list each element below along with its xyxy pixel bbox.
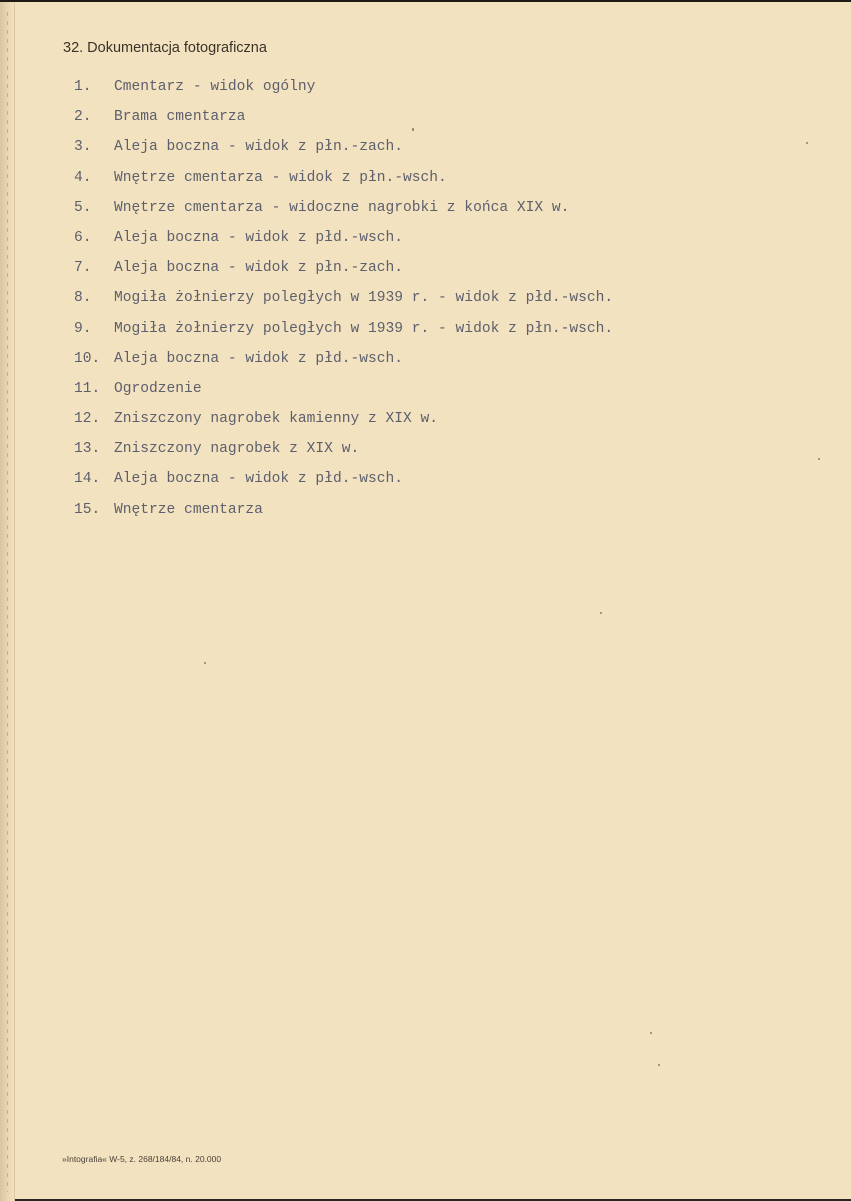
- item-text: Mogiła żołnierzy poległych w 1939 r. - widok z płn.-wsch.: [114, 320, 614, 337]
- item-text: Wnętrze cmentarza: [114, 501, 263, 518]
- photo-documentation-list: [74, 75, 613, 528]
- stitch-line: [7, 12, 8, 1192]
- list-item: [74, 196, 613, 226]
- item-number: 3.: [74, 139, 92, 156]
- item-number: 4.: [74, 169, 92, 186]
- list-item: [74, 166, 613, 196]
- item-number: 14.: [74, 471, 101, 488]
- printer-imprint: »Intografia« W-5, z. 268/184/84, n. 20.000: [62, 1154, 222, 1164]
- item-text: Wnętrze cmentarza - widoczne nagrobki z końca XIX w.: [114, 199, 570, 216]
- item-text: Brama cmentarza: [114, 109, 246, 126]
- item-text: Zniszczony nagrobek kamienny z XIX w.: [114, 411, 439, 428]
- item-text: Aleja boczna - widok z płd.-wsch.: [114, 471, 404, 488]
- item-number: 7.: [74, 260, 92, 277]
- list-item: [74, 75, 613, 105]
- item-number: 8.: [74, 290, 92, 307]
- item-text: Cmentarz - widok ogólny: [114, 79, 316, 95]
- item-number: 1.: [74, 79, 92, 95]
- list-item: [74, 377, 613, 407]
- item-text: Ogrodzenie: [114, 380, 202, 397]
- list-item: [74, 498, 613, 528]
- item-number: 15.: [74, 501, 101, 518]
- item-number: 9.: [74, 320, 92, 337]
- item-number: 13.: [74, 441, 101, 458]
- list-item: [74, 105, 613, 135]
- list-item: [74, 437, 613, 467]
- list-item: [74, 467, 613, 497]
- list-item: [74, 256, 613, 286]
- item-text: Mogiła żołnierzy poległych w 1939 r. - widok z płd.-wsch.: [114, 290, 614, 307]
- paper-speck: [806, 142, 808, 144]
- item-number: 2.: [74, 109, 92, 126]
- item-number: 12.: [74, 411, 101, 428]
- item-number: 6.: [74, 229, 92, 246]
- list-item: [74, 226, 613, 256]
- item-number: 11.: [74, 380, 101, 397]
- list-item: [74, 407, 613, 437]
- list-item: [74, 317, 613, 347]
- list-item: [74, 286, 613, 316]
- item-text: Zniszczony nagrobek z XIX w.: [114, 441, 360, 458]
- binding-edge: [0, 2, 15, 1201]
- list-item: [74, 347, 613, 377]
- item-number: 5.: [74, 199, 92, 216]
- paper-speck: [650, 1032, 652, 1034]
- section-heading: 32. Dokumentacja fotograficzna: [63, 40, 267, 56]
- item-text: Aleja boczna - widok z płd.-wsch.: [114, 350, 404, 367]
- paper-speck: [204, 662, 206, 664]
- paper-speck: [412, 128, 414, 131]
- item-text: Aleja boczna - widok z płn.-zach.: [114, 260, 404, 277]
- paper-speck: [600, 612, 602, 614]
- item-text: Aleja boczna - widok z płd.-wsch.: [114, 229, 404, 246]
- item-number: 10.: [74, 350, 101, 367]
- item-text: Aleja boczna - widok z płn.-zach.: [114, 139, 404, 156]
- item-text: Wnętrze cmentarza - widok z płn.-wsch.: [114, 169, 447, 186]
- paper-speck: [658, 1064, 660, 1066]
- paper-speck: [818, 458, 820, 460]
- list-item: [74, 135, 613, 165]
